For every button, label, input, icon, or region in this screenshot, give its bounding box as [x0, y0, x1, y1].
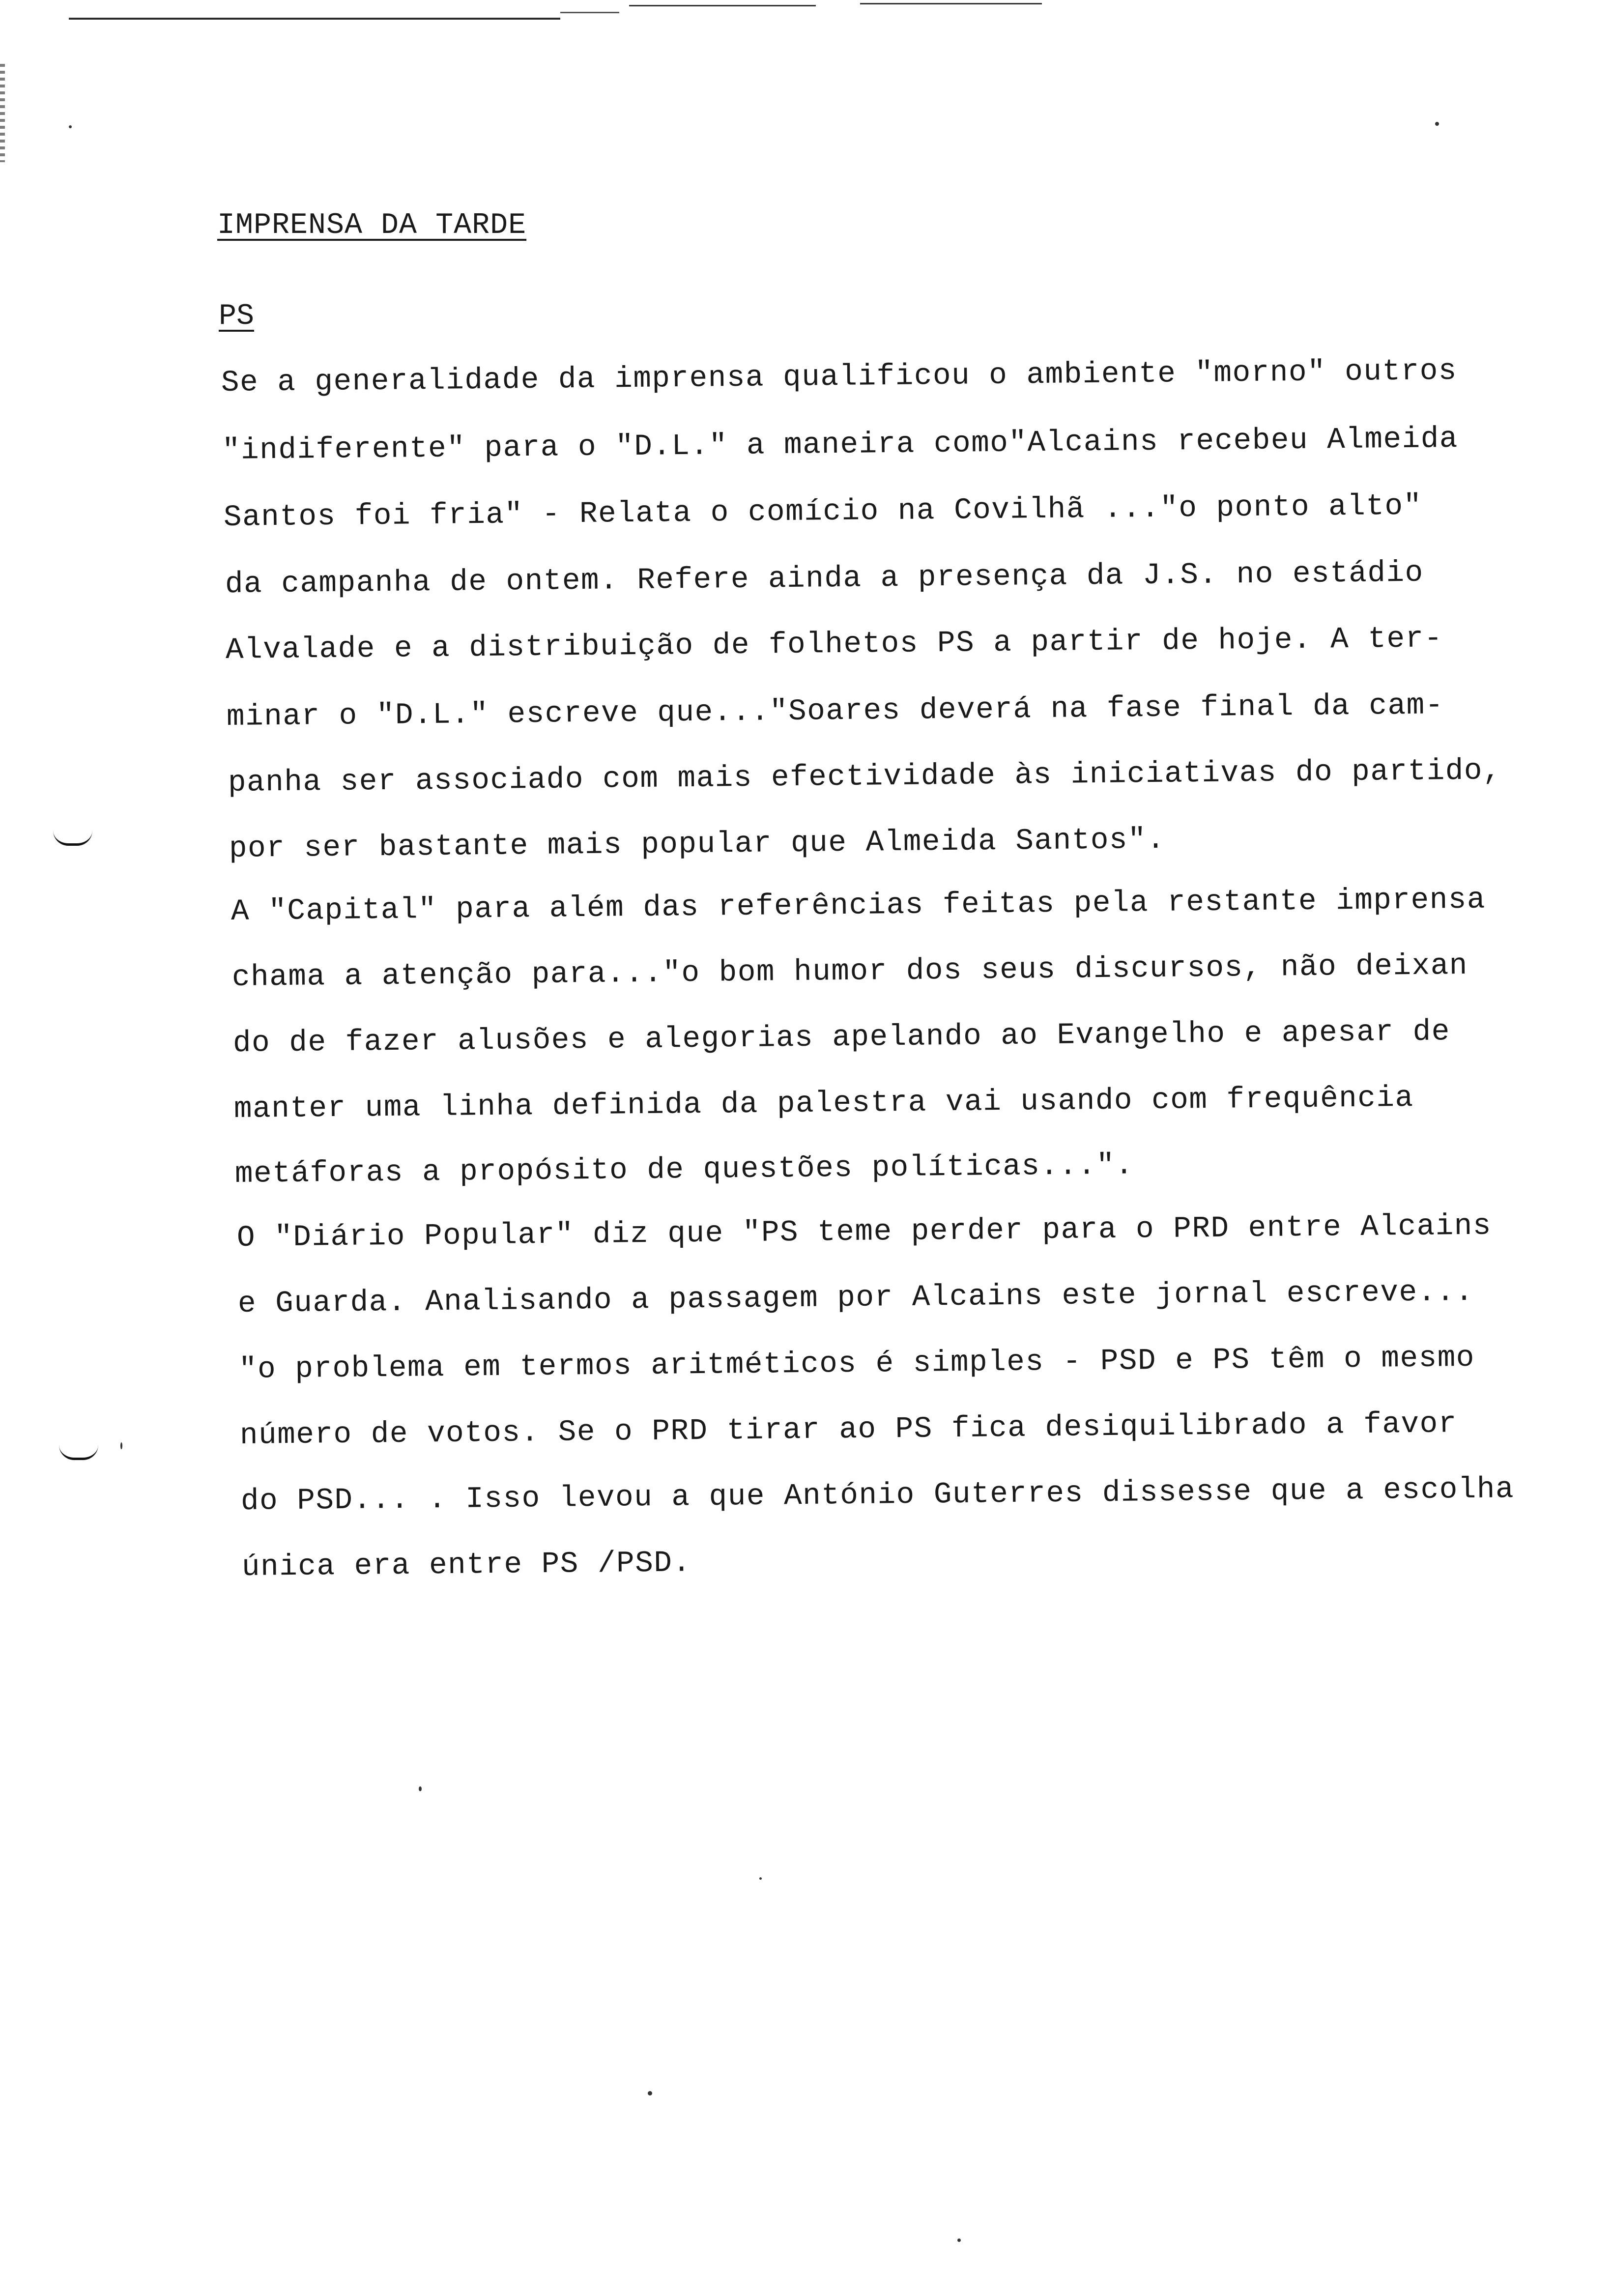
top-rule: [629, 5, 816, 6]
text-line: Alvalade e a distribuição de folhetos PS a partir de hoje. A ter-: [225, 622, 1443, 667]
text-line: do de fazer alusões e alegorias apelando ao Evangelho e apesar de: [232, 1015, 1451, 1061]
scan-speck: [120, 1442, 122, 1449]
scan-speck: [1435, 122, 1439, 126]
page-heading: IMPRENSA DA TARDE: [217, 209, 527, 242]
text-line: A "Capital" para além das referências feitas pela restante imprensa: [230, 883, 1486, 929]
top-rule: [69, 18, 560, 20]
scan-speck: [69, 125, 72, 128]
binding-edge: [0, 64, 5, 162]
text-line: minar o "D.L." escreve que..."Soares deverá na fase final da cam-: [226, 689, 1444, 734]
margin-mark: [59, 1445, 98, 1460]
text-line: "o problema em termos aritméticos é simples - PSD e PS têm o mesmo: [238, 1341, 1475, 1387]
text-line: O "Diário Popular" diz que "PS teme perder para o PRD entre Alcains: [236, 1209, 1492, 1255]
top-rule: [860, 3, 1042, 4]
scan-speck: [648, 2091, 652, 2095]
scan-speck: [419, 1786, 422, 1791]
text-line: "indiferente" para o "D.L." a maneira como"Alcains recebeu Almeida: [222, 422, 1459, 468]
text-line: do PSD... . Isso levou a que António Guterres dissesse que a escolha: [240, 1472, 1515, 1519]
scan-speck: [759, 1877, 762, 1880]
text-line: e Guarda. Analisando a passagem por Alcains este jornal escreve...: [237, 1275, 1474, 1321]
text-line: única era entre PS /PSD.: [241, 1546, 691, 1584]
text-line: metáforas a propósito de questões políticas...".: [234, 1148, 1134, 1191]
margin-mark: [53, 831, 92, 846]
scan-speck: [957, 2239, 961, 2242]
text-line: Se a generalidade da imprensa qualificou o ambiente "morno" outros: [221, 354, 1458, 400]
text-line: por ser bastante mais popular que Almeida Santos".: [229, 823, 1166, 866]
section-heading: PS: [219, 300, 255, 333]
text-line: da campanha de ontem. Refere ainda a presença da J.S. no estádio: [225, 556, 1424, 602]
text-line: panha ser associado com mais efectividade às iniciativas do partido,: [228, 754, 1502, 800]
top-rule: [560, 12, 619, 13]
text-line: número de votos. Se o PRD tirar ao PS fica desiquilibrado a favor: [239, 1407, 1458, 1453]
text-line: Santos foi fria" - Relata o comício na Covilhã ..."o ponto alto": [223, 489, 1422, 535]
text-line: manter uma linha definida da palestra vai usando com frequência: [233, 1081, 1414, 1126]
text-line: chama a atenção para..."o bom humor dos seus discursos, não deixan: [231, 948, 1468, 995]
